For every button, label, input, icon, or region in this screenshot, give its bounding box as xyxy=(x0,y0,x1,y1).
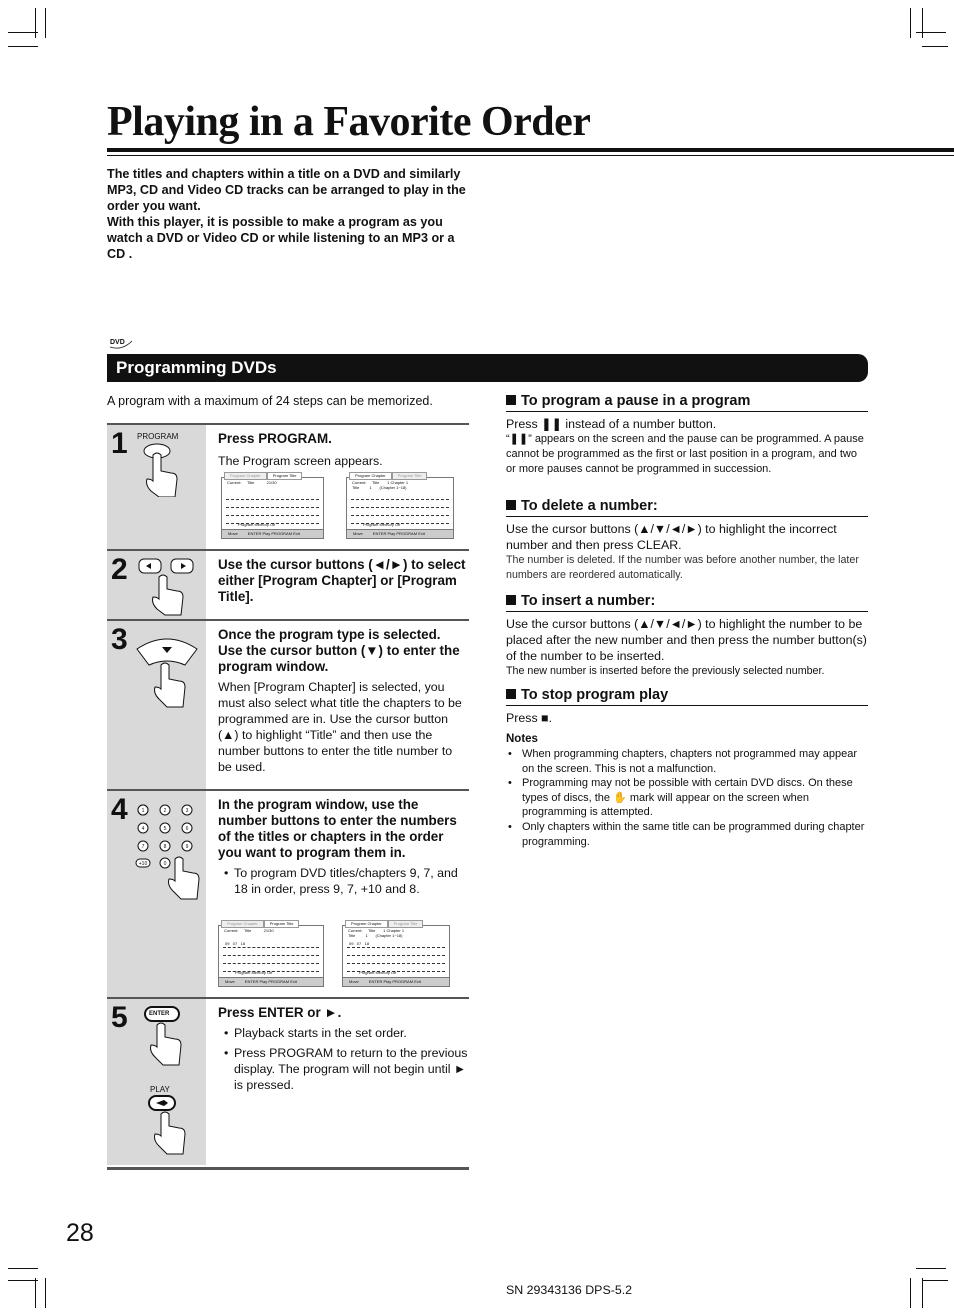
pause-line-1: Press ❚❚ instead of a number button. xyxy=(506,417,717,431)
play-hint: Play xyxy=(387,531,396,536)
program-entry: 18 xyxy=(364,941,370,946)
svg-text:+10: +10 xyxy=(138,861,148,867)
title-label: Title xyxy=(352,485,360,490)
serial-number: SN 29343136 DPS-5.2 xyxy=(506,1283,633,1297)
dvd-disc-tag xyxy=(110,339,125,346)
play-hint: Play xyxy=(262,531,271,536)
program-hint: PROGRAM xyxy=(268,979,290,984)
svg-text:7: 7 xyxy=(141,844,145,850)
chapter-range: (Chapter 1~18) xyxy=(375,933,403,938)
current-label: Current: xyxy=(227,480,242,485)
tab-program-chapter: Program Chapter xyxy=(345,920,388,928)
chapter-info: 1 Chapter 1 xyxy=(387,480,409,485)
tab-program-chapter: Program Chapter xyxy=(221,920,264,928)
disc-swoosh-icon xyxy=(108,337,134,349)
tab-program-title: Program Title xyxy=(264,920,300,928)
title-label: Title xyxy=(246,480,255,485)
title-count: 21/30 xyxy=(266,480,277,485)
program-button-hand-icon xyxy=(137,441,183,497)
intro-paragraph-2: With this player, it is possible to make a program as you watch a DVD or Video CD or while listening to an MP3 or a CD . xyxy=(107,215,455,261)
step-2-heading: Use the cursor buttons (◄/►) to select either [Program Chapter] or [Program Title]. xyxy=(218,557,466,604)
exit-hint: Exit xyxy=(418,531,425,536)
title-rule-thick xyxy=(107,148,954,152)
chapter-info: 1 Chapter 1 xyxy=(383,928,405,933)
svg-text:4: 4 xyxy=(141,826,145,832)
delete-text xyxy=(506,521,868,583)
enter-hint: ENTER xyxy=(244,979,259,984)
current-label: Current: xyxy=(348,928,363,933)
step-3-text: When [Program Chapter] is selected, you must also select what title the chapters to be programmed are in. Use the cursor button (▲) to highlight “Title” and then use the number buttons to enter the title number to be used. xyxy=(218,680,462,774)
steps-panel xyxy=(107,423,469,1170)
program-entry: 09 xyxy=(349,941,354,946)
program-chapter-screen xyxy=(346,473,454,539)
move-hint: Move xyxy=(353,531,363,536)
program-hint: PROGRAM xyxy=(392,979,414,984)
memory-label: Program Memory xyxy=(363,522,394,527)
chapter-range: (Chapter 1~18) xyxy=(379,485,407,490)
cursor-left-right-hand-icon xyxy=(137,557,197,617)
step-number: 5 xyxy=(111,1001,128,1034)
step-4-bullet: • To program DVD titles/chapters 9, 7, and 18 in order, press 9, 7, +10 and 8. xyxy=(218,865,468,897)
svg-text:1: 1 xyxy=(141,808,145,814)
svg-text:2: 2 xyxy=(163,808,167,814)
program-button-label: PROGRAM xyxy=(137,432,179,441)
svg-text:9: 9 xyxy=(185,844,189,850)
program-entry: 07 xyxy=(232,941,238,946)
step-4 xyxy=(107,789,469,999)
pause-heading: To program a pause in a program xyxy=(506,393,868,412)
insert-text xyxy=(506,616,868,679)
svg-text:0: 0 xyxy=(163,861,167,867)
pause-text xyxy=(506,416,868,477)
tab-program-chapter: Program Chapter xyxy=(349,472,392,480)
program-title-screen-filled xyxy=(218,921,324,987)
step-5-bullet-1: • Playback starts in the set order. xyxy=(218,1025,468,1041)
square-bullet-icon xyxy=(506,500,516,510)
step-4-heading: In the program window, use the number buttons to enter the numbers of the titles or chapters in the order you want to program them in. xyxy=(218,797,457,860)
step-1 xyxy=(107,425,469,549)
svg-text:8: 8 xyxy=(163,844,167,850)
page-title: Playing in a Favorite Order xyxy=(107,99,591,145)
current-label: Current: xyxy=(224,928,239,933)
max-steps-note: A program with a maximum of 24 steps can be memorized. xyxy=(107,394,433,408)
move-hint: Move xyxy=(225,979,235,984)
step-number: 3 xyxy=(111,623,128,656)
play-button-label: PLAY xyxy=(150,1085,170,1094)
pause-line-2: “❚❚” appears on the screen and the pause can be programmed. A pause cannot be programmed as the first or last position in a program, and two or more pauses cannot be programmed in succession. xyxy=(506,433,864,475)
intro-text xyxy=(107,166,469,262)
play-hint: Play xyxy=(259,979,268,984)
step-1-heading: Press PROGRAM. xyxy=(218,431,332,446)
title-value: 1 xyxy=(365,933,368,938)
enter-hint: ENTER xyxy=(368,979,383,984)
program-title-screen xyxy=(221,473,324,539)
exit-hint: Exit xyxy=(290,979,297,984)
insert-note: The new number is inserted before the previously selected number. xyxy=(506,665,825,677)
dvd-tag-label: DVD xyxy=(110,339,125,346)
stop-text: Press ■. xyxy=(506,711,553,725)
square-bullet-icon xyxy=(506,395,516,405)
insert-heading: To insert a number: xyxy=(506,593,868,612)
memory-value: Off xyxy=(395,522,401,527)
title-count: 21/30 xyxy=(263,928,274,933)
program-entry: 18 xyxy=(240,941,246,946)
memory-label: Program Memory xyxy=(238,522,269,527)
tab-program-title: Program Title xyxy=(267,472,303,480)
tab-program-chapter: Program Chapter xyxy=(224,472,267,480)
note-item: • Only chapters within the same title can be programmed during chapter programming. xyxy=(506,820,868,849)
section-heading: Programming DVDs xyxy=(116,358,277,377)
enter-hint: ENTER xyxy=(247,531,262,536)
exit-hint: Exit xyxy=(414,979,421,984)
move-hint: Move xyxy=(349,979,359,984)
step-5-heading: Press ENTER or ►. xyxy=(218,1005,342,1020)
play-button-hand-icon xyxy=(147,1094,193,1156)
notes-title: Notes xyxy=(506,733,538,745)
insert-line: Use the cursor buttons (▲/▼/◄/►) to highlight the number to be placed after the new number and then press the number button(s) of the number to be inserted. xyxy=(506,617,867,663)
square-bullet-icon xyxy=(506,595,516,605)
title-value: 1 xyxy=(369,485,372,490)
notes xyxy=(506,733,868,849)
enter-hint: ENTER xyxy=(372,531,387,536)
cursor-down-hand-icon xyxy=(135,635,199,715)
program-hint: PROGRAM xyxy=(396,531,418,536)
title-rule-thin xyxy=(107,155,954,156)
svg-text:3: 3 xyxy=(185,808,189,814)
delete-note: The number is deleted. If the number was before another number, the later numbers are reordered automatically. xyxy=(506,554,859,581)
section-heading-bar xyxy=(107,354,868,382)
tab-program-title: Program Title xyxy=(392,472,428,480)
step-number: 2 xyxy=(111,553,128,586)
exit-hint: Exit xyxy=(293,531,300,536)
page-number: 28 xyxy=(66,1219,94,1247)
step-number: 4 xyxy=(111,793,128,826)
step-3-heading: Once the program type is selected. Use the cursor button (▼) to enter the program window. xyxy=(218,627,460,674)
title-label: Title xyxy=(243,928,252,933)
program-entry: 09 xyxy=(225,941,230,946)
current-label: Current: xyxy=(352,480,367,485)
number-keypad-hand-icon xyxy=(135,801,201,911)
step-number: 1 xyxy=(111,427,128,460)
tab-program-title: Program Title xyxy=(388,920,424,928)
note-item: • When programming chapters, chapters not programmed may appear on the screen. This is not a malfunction. xyxy=(506,747,868,776)
memory-value: Off xyxy=(391,970,397,975)
title-label: Title xyxy=(348,933,356,938)
program-chapter-screen-filled xyxy=(342,921,450,987)
step-5-bullet-2: • Press PROGRAM to return to the previous display. The program will not begin until ► is pressed. xyxy=(218,1045,468,1093)
svg-text:5: 5 xyxy=(163,826,167,832)
delete-line: Use the cursor buttons (▲/▼/◄/►) to highlight the incorrect number and then press CLEAR. xyxy=(506,522,837,552)
step-5 xyxy=(107,997,469,1165)
step-2 xyxy=(107,549,469,621)
square-bullet-icon xyxy=(506,689,516,699)
svg-text:6: 6 xyxy=(185,826,189,832)
program-hint: PROGRAM xyxy=(271,531,293,536)
note-item: • Programming may not be possible with certain DVD discs. On these types of discs, the ✋ mark will appear on the screen when programming is attempted. xyxy=(506,776,868,820)
stop-heading: To stop program play xyxy=(506,687,868,706)
intro-paragraph-1: The titles and chapters within a title on a DVD and similarly MP3, CD and Video CD tracks can be arranged to play in the order you want. xyxy=(107,167,466,213)
memory-label: Program Memory xyxy=(235,970,266,975)
memory-value: Off xyxy=(267,970,273,975)
memory-value: Off xyxy=(270,522,276,527)
program-entry: 07 xyxy=(356,941,362,946)
title-label: Title xyxy=(367,928,376,933)
title-label: Title xyxy=(371,480,380,485)
play-hint: Play xyxy=(383,979,392,984)
step-1-text: The Program screen appears. xyxy=(218,454,383,468)
step-3 xyxy=(107,619,469,791)
move-hint: Move xyxy=(228,531,238,536)
enter-button-label: ENTER xyxy=(149,1011,170,1017)
memory-label: Program Memory xyxy=(359,970,390,975)
delete-heading: To delete a number: xyxy=(506,498,868,517)
